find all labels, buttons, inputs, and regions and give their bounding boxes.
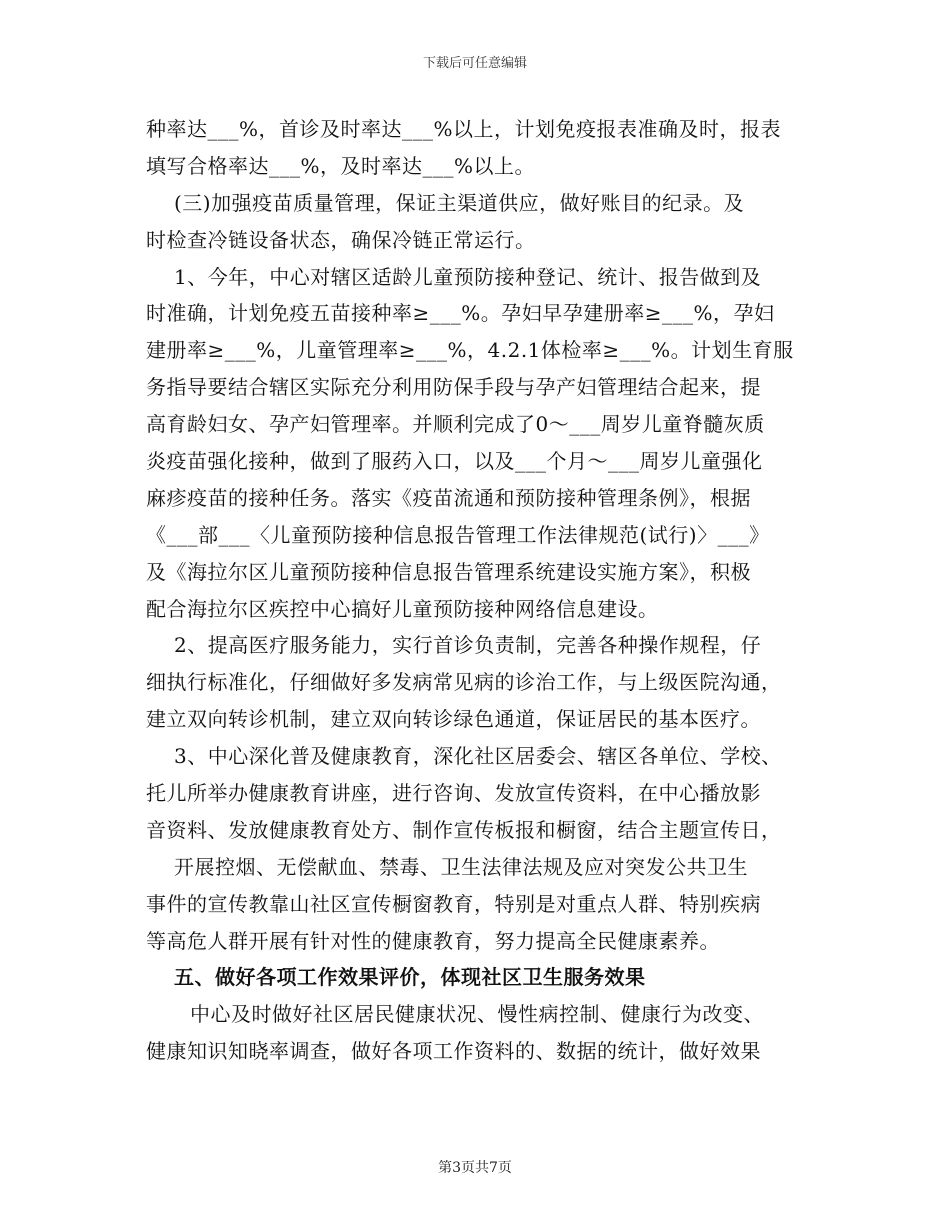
- page-header: 下载后可任意编辑: [422, 56, 527, 71]
- text-line: (三)加强疫苗质量管理，保证主渠道供应，做好账目的纪录。及: [174, 190, 745, 215]
- text-line: 细执行标准化，仔细做好多发病常见病的诊治工作，与上级医院沟通，: [146, 670, 782, 695]
- text-line: 音资料、发放健康教育处方、制作宣传板报和橱窗，结合主题宣传日，: [146, 817, 782, 842]
- text-line: 时检查冷链设备状态，确保冷链正常运行。: [146, 227, 536, 252]
- text-line: 健康知识知晓率调查，做好各项工作资料的、数据的统计，做好效果: [146, 1039, 761, 1064]
- text-line: 务指导要结合辖区实际充分利用防保手段与孕产妇管理结合起来，提: [146, 375, 761, 400]
- text-line: 等高危人群开展有针对性的健康教育，努力提高全民健康素养。: [146, 928, 720, 953]
- text-line: 开展控烟、无偿献血、禁毒、卫生法律法规及应对突发公共卫生: [174, 854, 748, 879]
- text-line: 1、今年，中心对辖区适龄儿童预防接种登记、统计、报告做到及: [174, 264, 762, 289]
- text-line: 3、中心深化普及健康教育，深化社区居委会、辖区各单位、学校、: [174, 744, 782, 769]
- text-line: 高育龄妇女、孕产妇管理率。并顺利完成了0～___周岁儿童脊髓灰质: [146, 412, 765, 437]
- text-line: 托儿所举办健康教育讲座，进行咨询、发放宣传资料，在中心播放影: [146, 781, 761, 806]
- text-line: 麻疹疫苗的接种任务。落实《疫苗流通和预防接种管理条例》，根据: [146, 485, 751, 510]
- text-line: 填写合格率达___%，及时率达___%以上。: [146, 153, 536, 178]
- text-line: 配合海拉尔区疾控中心搞好儿童预防接种网络信息建设。: [146, 596, 659, 621]
- section-heading: 五、做好各项工作效果评价，体现社区卫生服务效果: [174, 965, 646, 990]
- document-body: [146, 111, 826, 1070]
- text-line: 建立双向转诊机制，建立双向转诊绿色通道，保证居民的基本医疗。: [146, 707, 761, 732]
- text-line: 及《海拉尔区儿童预防接种信息报告管理系统建设实施方案》，积极: [146, 559, 751, 584]
- text-line: 《___部___〈儿童预防接种信息报告管理工作法律规范(试行)〉___》: [146, 522, 770, 547]
- text-line: 时准确，计划免疫五苗接种率≥___%。孕妇早孕建册率≥___%，孕妇: [146, 301, 775, 326]
- text-line: 事件的宣传教靠山社区宣传橱窗教育，特别是对重点人群、特别疾病: [146, 891, 761, 916]
- text-line: 2、提高医疗服务能力，实行首诊负责制，完善各种操作规程，仔: [174, 633, 762, 658]
- text-line: 炎疫苗强化接种，做到了服药入口，以及___个月～___周岁儿童强化: [146, 449, 763, 474]
- text-line: 中心及时做好社区居民健康状况、慢性病控制、健康行为改变、: [190, 1002, 764, 1027]
- page-footer: 第3页共7页: [438, 1160, 512, 1176]
- text-line: 建册率≥___%，儿童管理率≥___%，4.2.1体检率≥___%。计划生育服: [146, 338, 794, 363]
- text-line: 种率达___%，首诊及时率达___%以上，计划免疫报表准确及时，报表: [146, 117, 782, 141]
